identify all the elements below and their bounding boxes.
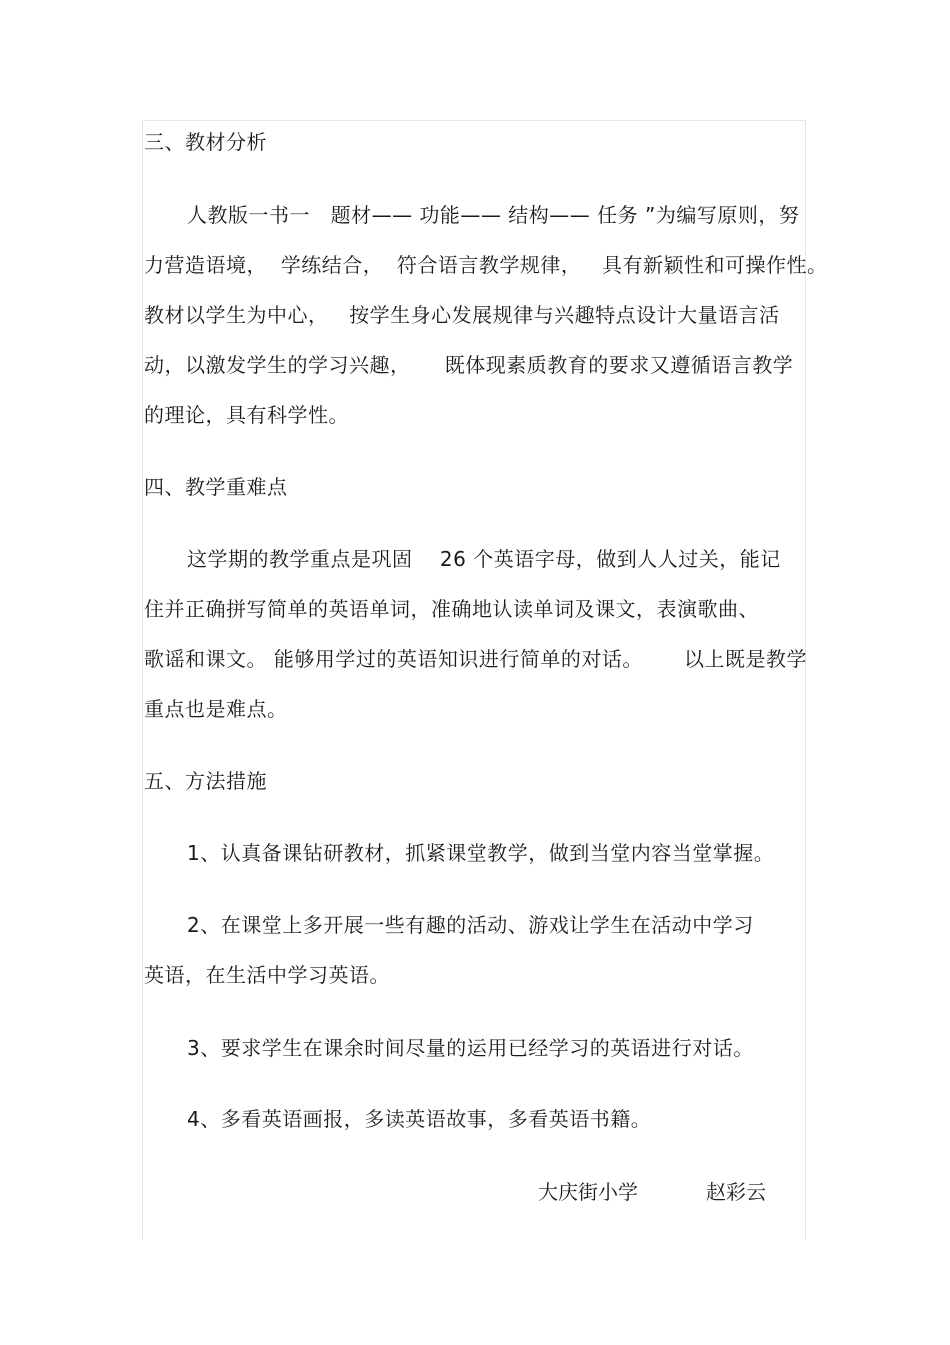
- paragraph-line: 力营造语境， 学练结合， 符合语言教学规律， 具有新颖性和可操作性。: [144, 253, 828, 277]
- list-item-continuation: 英语，在生活中学习英语。: [144, 963, 390, 987]
- list-item: 3、要求学生在课余时间尽量的运用已经学习的英语进行对话。: [187, 1036, 754, 1060]
- paragraph-line: 人教版一书一 题材—— 功能—— 结构—— 任务 ”为编写原则，努: [187, 203, 800, 227]
- list-item: 4、多看英语画报，多读英语故事，多看英语书籍。: [187, 1107, 652, 1131]
- list-item: 2、在课堂上多开展一些有趣的活动、游戏让学生在活动中学习: [187, 913, 754, 937]
- page-frame: [142, 120, 806, 1240]
- list-item: 1、认真备课钻研教材，抓紧课堂教学，做到当堂内容当堂掌握。: [187, 841, 775, 865]
- paragraph-line: 歌谣和课文。 能够用学过的英语知识进行简单的对话。 以上既是教学: [144, 647, 808, 671]
- paragraph-line: 动，以激发学生的学习兴趣， 既体现素质教育的要求又遵循语言教学: [144, 353, 794, 377]
- section-heading-key-points: 四、教学重难点: [144, 475, 288, 499]
- signature-school: 大庆街小学: [538, 1180, 638, 1204]
- paragraph-line: 住并正确拼写简单的英语单词，准确地认读单词及课文，表演歌曲、: [144, 597, 759, 621]
- paragraph-line: 重点也是难点。: [144, 697, 288, 721]
- paragraph-line: 教材以学生为中心， 按学生身心发展规律与兴趣特点设计大量语言活: [144, 303, 780, 327]
- paragraph-line: 的理论，具有科学性。: [144, 403, 349, 427]
- paragraph-line: 这学期的教学重点是巩固 26 个英语字母，做到人人过关，能记: [187, 547, 781, 571]
- section-heading-methods: 五、方法措施: [144, 769, 267, 793]
- signature-name: 赵彩云: [706, 1180, 766, 1204]
- section-heading-textbook-analysis: 三、教材分析: [144, 130, 267, 154]
